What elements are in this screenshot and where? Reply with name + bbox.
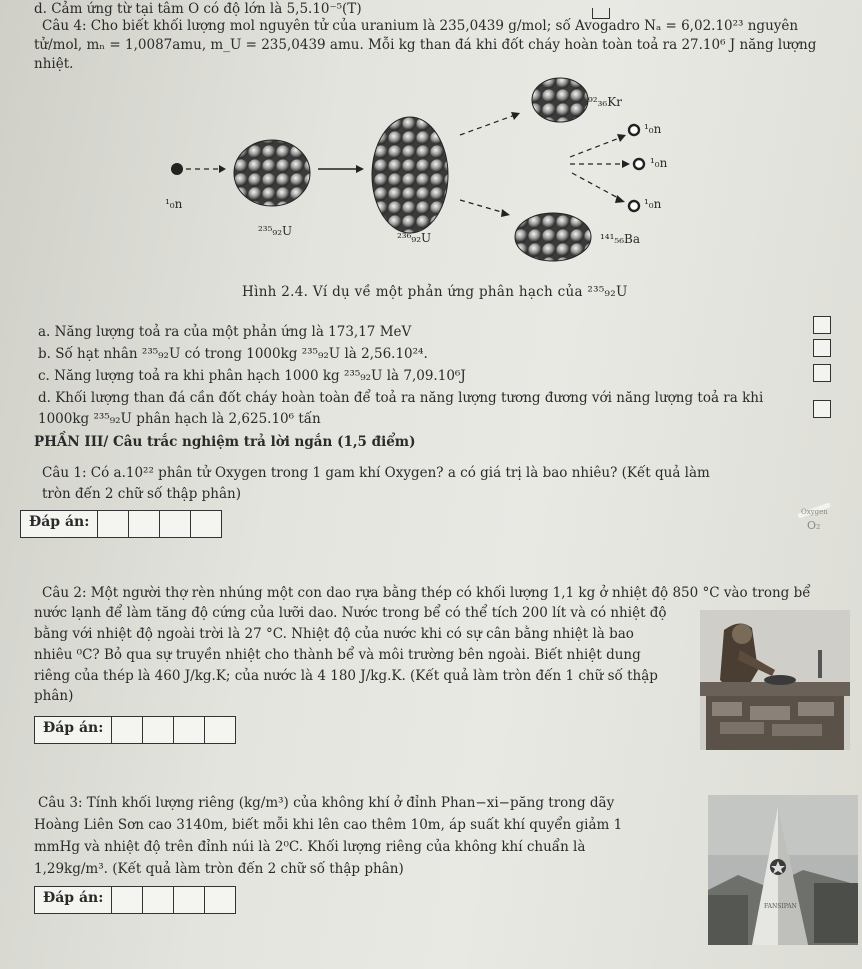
label-u235: ²³⁵₉₂U bbox=[258, 224, 293, 238]
answer-label-q2: Đáp án: bbox=[35, 717, 112, 743]
u235-nucleus bbox=[234, 140, 310, 206]
checkbox-c[interactable] bbox=[813, 364, 831, 382]
label-u236: ²³⁶₉₂U bbox=[397, 231, 432, 245]
question-2-line2: nước lạnh để làm tăng độ cứng của lưỡi dao. Nước trong bể có thể tích 200 lít và có nhiệt độ bbox=[34, 605, 667, 621]
question-4-line1: Câu 4: Cho biết khối lượng mol nguyên tử của uranium là 235,0439 g/mol; số Avogadro Nₐ = 6,02.10²³ nguyên bbox=[42, 18, 799, 34]
answer-cell[interactable] bbox=[174, 887, 205, 913]
answer-cell[interactable] bbox=[174, 717, 205, 743]
answer-box-q3 bbox=[34, 886, 236, 914]
label-ba: ¹⁴¹₅₆Ba bbox=[600, 232, 641, 246]
figure-caption: Hình 2.4. Ví dụ về một phản ứng phân hạch của ²³⁵₉₂U bbox=[242, 284, 628, 300]
question-2-line3: bằng với nhiệt độ ngoài trời là 27 °C. Nhiệt độ của nước khi có sự cân bằng nhiệt là bao bbox=[34, 626, 634, 642]
pillar-text: FANSIPAN bbox=[764, 903, 797, 910]
question-2-line5: riêng của thép là 460 J/kg.K; của nước là 4 180 J/kg.K. (Kết quả làm tròn đến 1 chữ số thập bbox=[34, 668, 658, 684]
part3-heading: PHẦN III/ Câu trắc nghiệm trả lời ngắn (1,5 điểm) bbox=[34, 434, 416, 450]
checkbox-d[interactable] bbox=[813, 400, 831, 418]
label-n2: ¹₀n bbox=[650, 156, 668, 170]
question-4-line3: nhiệt. bbox=[34, 56, 74, 72]
answer-cell[interactable] bbox=[143, 887, 174, 913]
oxygen-label: Oxygen bbox=[801, 508, 828, 516]
question-1-line1: Câu 1: Có a.10²² phân tử Oxygen trong 1 gam khí Oxygen? a có giá trị là bao nhiêu? (Kết quả làm bbox=[42, 465, 710, 481]
neutron-out-1 bbox=[629, 125, 639, 135]
fansipan-photo bbox=[708, 795, 858, 945]
oxygen-formula: O₂ bbox=[807, 519, 821, 532]
answer-cell[interactable] bbox=[160, 511, 191, 537]
u236-nucleus bbox=[372, 117, 448, 233]
question-2-line1: Câu 2: Một người thợ rèn nhúng một con dao rựa bằng thép có khối lượng 1,1 kg ở nhiệt độ 850 °C vào trong bể bbox=[42, 585, 811, 601]
statement-d-line2: 1000kg ²³⁵₉₂U phân hạch là 2,625.10⁶ tấn bbox=[38, 411, 321, 427]
answer-box-q2 bbox=[34, 716, 236, 744]
oxygen-tank-image bbox=[795, 500, 841, 542]
answer-cell[interactable] bbox=[191, 511, 221, 537]
blacksmith-photo bbox=[700, 610, 850, 750]
label-neutron-in: ¹₀n bbox=[165, 197, 183, 211]
answer-box-q1 bbox=[20, 510, 222, 538]
question-3-line1: Câu 3: Tính khối lượng riêng (kg/m³) của không khí ở đỉnh Phan−xi−păng trong dãy bbox=[38, 795, 615, 811]
answer-label-q3: Đáp án: bbox=[35, 887, 112, 913]
statement-c: c. Năng lượng toả ra khi phân hạch 1000 kg ²³⁵₉₂U là 7,09.10⁶J bbox=[38, 368, 466, 384]
statement-d-prev: d. Cảm ứng từ tại tâm O có độ lớn là 5,5.10⁻⁵(T) bbox=[34, 1, 362, 17]
stray-box bbox=[592, 8, 610, 19]
answer-cell[interactable] bbox=[129, 511, 160, 537]
statement-b: b. Số hạt nhân ²³⁵₉₂U có trong 1000kg ²³⁵₉₂U là 2,56.10²⁴. bbox=[38, 346, 428, 362]
kr-nucleus bbox=[532, 78, 588, 122]
answer-cell[interactable] bbox=[143, 717, 174, 743]
question-3-line4: 1,29kg/m³. (Kết quả làm tròn đến 2 chữ số thập phân) bbox=[34, 861, 404, 877]
question-2-line4: nhiêu ⁰C? Bỏ qua sự truyền nhiệt cho thành bể và môi trường bên ngoài. Biết nhiệt dung bbox=[34, 647, 641, 663]
question-4-line2: tử/mol, mₙ = 1,0087amu, m_U = 235,0439 amu. Mỗi kg than đá khi đốt cháy hoàn toàn toả ra 27.10⁶ J năng lượng bbox=[34, 37, 817, 53]
ba-nucleus bbox=[515, 213, 591, 261]
answer-cell[interactable] bbox=[98, 511, 129, 537]
answer-cell[interactable] bbox=[112, 887, 143, 913]
checkbox-a[interactable] bbox=[813, 316, 831, 334]
answer-cell[interactable] bbox=[205, 717, 235, 743]
incoming-neutron bbox=[171, 163, 183, 175]
answer-label-q1: Đáp án: bbox=[21, 511, 98, 537]
label-kr: ⁹²₃₆Kr bbox=[588, 95, 622, 109]
question-3-line2: Hoàng Liên Sơn cao 3140m, biết mỗi khi lên cao thêm 10m, áp suất khí quyển giảm 1 bbox=[34, 817, 623, 833]
checkbox-b[interactable] bbox=[813, 339, 831, 357]
statement-d-line1: d. Khối lượng than đá cần đốt cháy hoàn toàn để toả ra năng lượng tương đương với năng lượng toả ra khi bbox=[38, 390, 764, 406]
question-2-line6: phân) bbox=[34, 688, 74, 704]
answer-cell[interactable] bbox=[112, 717, 143, 743]
question-1-line2: tròn đến 2 chữ số thập phân) bbox=[42, 486, 241, 502]
label-n1: ¹₀n bbox=[644, 122, 662, 136]
label-n3: ¹₀n bbox=[644, 197, 662, 211]
neutron-out-3 bbox=[629, 201, 639, 211]
neutron-out-2 bbox=[634, 159, 644, 169]
statement-a: a. Năng lượng toả ra của một phản ứng là 173,17 MeV bbox=[38, 324, 412, 340]
question-3-line3: mmHg và nhiệt độ trên đỉnh núi là 2⁰C. Khối lượng riêng của không khí chuẩn là bbox=[34, 839, 586, 855]
answer-cell[interactable] bbox=[205, 887, 235, 913]
